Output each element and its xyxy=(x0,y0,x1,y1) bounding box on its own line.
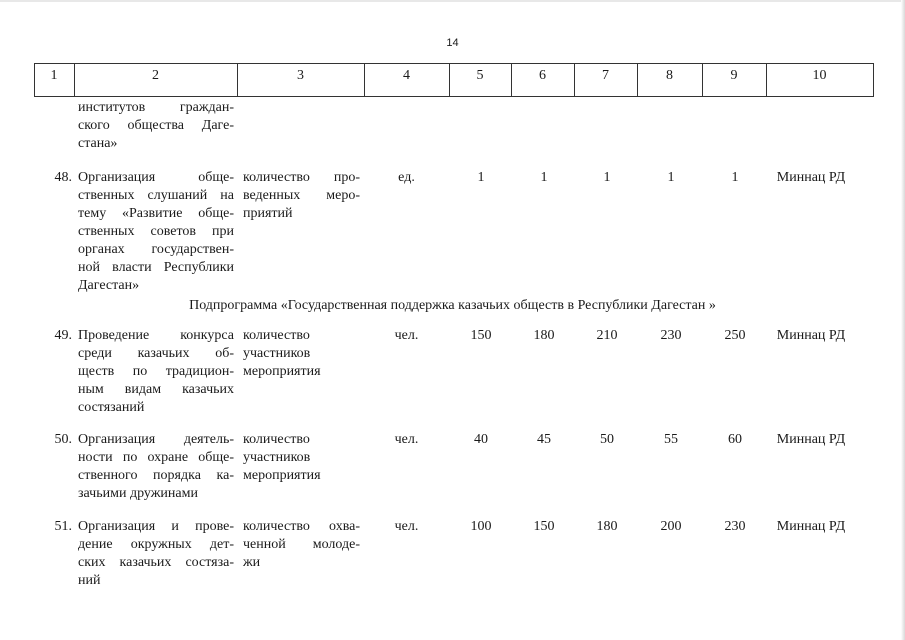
row-value: 150 xyxy=(533,519,555,534)
header-col-9: 9 xyxy=(730,68,738,83)
row-indicator-cell xyxy=(243,169,360,223)
page-number: 14 xyxy=(446,37,459,49)
indicator-line: веденных меро- xyxy=(243,188,360,203)
header-divider xyxy=(873,63,874,97)
header-col-8: 8 xyxy=(666,68,673,83)
name-line: органах государствен- xyxy=(78,242,234,257)
row-executor: Миннац РД xyxy=(776,328,846,343)
table-header-row xyxy=(34,63,874,97)
row-executor: Миннац РД xyxy=(776,519,846,534)
row-unit: чел. xyxy=(394,432,419,447)
name-line: среди казачьих об- xyxy=(78,346,234,361)
row-unit: чел. xyxy=(394,519,419,534)
row-value: 200 xyxy=(660,519,682,534)
row-value: 1 xyxy=(540,170,548,185)
indicator-line: приятий xyxy=(243,206,293,221)
row-value: 150 xyxy=(470,328,492,343)
name-line: Организация обще- xyxy=(78,170,234,185)
row-value: 230 xyxy=(724,519,746,534)
row-value: 180 xyxy=(596,519,618,534)
scan-edge-right xyxy=(901,0,905,640)
name-line: ний xyxy=(78,573,101,588)
indicator-line: участников xyxy=(243,450,311,465)
scan-edge-top xyxy=(0,0,905,2)
header-bottom-border xyxy=(34,96,874,97)
indicator-line: количество xyxy=(243,328,310,343)
row-executor: Миннац РД xyxy=(776,432,846,447)
name-line: тему «Развитие обще- xyxy=(78,206,234,221)
header-top-border xyxy=(34,63,874,64)
row-name-cell xyxy=(78,518,234,590)
indicator-line: количество про- xyxy=(243,170,360,185)
row-value: 55 xyxy=(664,432,678,447)
row-value: 100 xyxy=(470,519,492,534)
name-line: Организация и прове- xyxy=(78,519,234,534)
row-value: 210 xyxy=(596,328,618,343)
indicator-line: количество xyxy=(243,432,310,447)
name-line: ских казачьих состяза- xyxy=(78,555,234,570)
name-line: ным видам казачьих xyxy=(78,382,234,397)
indicator-line: мероприятия xyxy=(243,468,321,483)
header-col-7: 7 xyxy=(602,68,609,83)
indicator-line: количество охва- xyxy=(243,519,360,534)
row-number: 48. xyxy=(54,170,72,185)
row-value: 1 xyxy=(731,170,739,185)
name-line: зачьими дружинами xyxy=(78,486,198,501)
row-indicator-cell xyxy=(243,327,360,381)
indicator-line: участников xyxy=(243,346,311,361)
row-value: 230 xyxy=(660,328,682,343)
row-number: 50. xyxy=(54,432,72,447)
name-line: ной власти Республики xyxy=(78,260,234,275)
indicator-line: жи xyxy=(243,555,261,570)
header-col-1: 1 xyxy=(50,68,58,83)
header-col-10: 10 xyxy=(812,68,827,83)
row-number: 49. xyxy=(54,328,72,343)
continuation-cell xyxy=(78,99,234,153)
continuation-line: стана» xyxy=(78,136,118,151)
row-value: 40 xyxy=(474,432,488,447)
row-value: 45 xyxy=(537,432,551,447)
row-name-cell xyxy=(78,327,234,417)
header-col-4: 4 xyxy=(403,68,410,83)
row-value: 1 xyxy=(667,170,675,185)
row-value: 1 xyxy=(477,170,485,185)
row-name-cell xyxy=(78,169,234,295)
row-value: 60 xyxy=(728,432,742,447)
indicator-line: мероприятия xyxy=(243,364,321,379)
subprogram-title: Подпрограмма «Государственная поддержка казачьих обществ в Республики Дагестан » xyxy=(189,298,716,313)
name-line: ности по охране обще- xyxy=(78,450,234,465)
row-value: 50 xyxy=(600,432,614,447)
row-value: 250 xyxy=(724,328,746,343)
row-number: 51. xyxy=(54,519,72,534)
header-col-3: 3 xyxy=(297,68,304,83)
row-unit: ед. xyxy=(398,170,415,185)
row-value: 1 xyxy=(603,170,611,185)
name-line: Дагестан» xyxy=(78,278,140,293)
header-col-5: 5 xyxy=(476,68,484,83)
row-indicator-cell xyxy=(243,518,360,572)
name-line: дение окружных дет- xyxy=(78,537,234,552)
row-name-cell xyxy=(78,431,234,503)
header-col-2: 2 xyxy=(152,68,159,83)
indicator-line: ченной молоде- xyxy=(243,537,360,552)
name-line: ществ по традицион- xyxy=(78,364,234,379)
name-line: ственных слушаний на xyxy=(78,188,234,203)
row-indicator-cell xyxy=(243,431,360,485)
row-value: 180 xyxy=(533,328,555,343)
name-line: состязаний xyxy=(78,400,145,415)
name-line: ственного порядка ка- xyxy=(78,468,234,483)
header-col-6: 6 xyxy=(539,68,546,83)
row-executor: Миннац РД xyxy=(776,170,846,185)
name-line: Проведение конкурса xyxy=(78,328,234,343)
name-line: ственных советов при xyxy=(78,224,234,239)
row-unit: чел. xyxy=(394,328,419,343)
continuation-line: институтов граждан- xyxy=(78,100,234,115)
name-line: Организация деятель- xyxy=(78,432,234,447)
continuation-line: ского общества Даге- xyxy=(78,118,234,133)
